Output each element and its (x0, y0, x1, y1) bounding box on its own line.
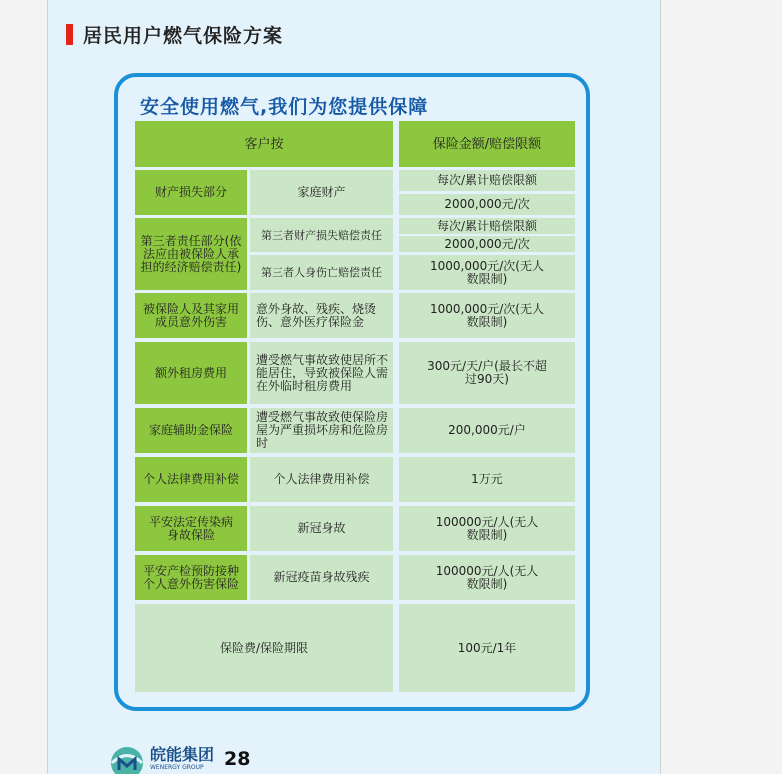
row-premium-value: 100元/1年 (399, 604, 575, 692)
row-legal-category: 个人法律费用补偿 (135, 457, 247, 502)
row-subsidy-item: 遭受燃气事故致使保险房屋为严重损坏房和危险房时 (250, 408, 393, 453)
section-heading (66, 20, 283, 48)
heading-accent-bar (66, 24, 73, 45)
row-rent-category: 额外租房费用 (135, 342, 247, 404)
row-property-category: 财产损失部分 (135, 170, 247, 215)
row-thirdparty-category: 第三者责任部分(依法应由被保险人承担的经济赔偿责任) (135, 218, 247, 290)
wenergy-logo-icon (108, 744, 146, 774)
row-vaccine-value: 100000元/人(无人数限制) (399, 555, 575, 600)
header-left: 客户按 (135, 121, 393, 167)
row-thirdparty-item-2: 第三者人身伤亡赔偿责任 (250, 255, 393, 290)
row-subsidy-value: 200,000元/户 (399, 408, 575, 453)
card-title: 安全使用燃气,我们为您提供保障 (140, 96, 429, 118)
row-property-item: 家庭财产 (250, 170, 393, 215)
page-footer (108, 744, 250, 774)
row-premium-label: 保险费/保险期限 (135, 604, 393, 692)
row-vaccine-category: 平安产检预防接种个人意外伤害保险 (135, 555, 247, 600)
brand-name: 皖能集团 (150, 745, 215, 764)
row-rent-value: 300元/天/户(最长不超过90天) (399, 342, 575, 404)
row-property-value-2: 2000,000元/次 (399, 194, 575, 215)
brand-block (150, 746, 214, 772)
brand-name-en: WENERGY GROUP (150, 764, 204, 771)
row-legal-value: 1万元 (399, 457, 575, 502)
row-covid-item: 新冠身故 (250, 506, 393, 551)
row-accident-category: 被保险人及其家用成员意外伤害 (135, 293, 247, 338)
row-thirdparty-value-1a: 每次/累计赔偿限额 (399, 218, 575, 234)
row-vaccine-item: 新冠疫苗身故残疾 (250, 555, 393, 600)
header-right: 保险金额/赔偿限额 (399, 121, 575, 167)
row-accident-value: 1000,000元/次(无人数限制) (399, 293, 575, 338)
page-number: 28 (224, 748, 251, 770)
row-property-value-1: 每次/累计赔偿限额 (399, 170, 575, 191)
row-covid-value: 100000元/人(无人数限制) (399, 506, 575, 551)
row-thirdparty-value-1b: 2000,000元/次 (399, 236, 575, 252)
row-rent-item: 遭受燃气事故致使居所不能居住，导致被保险人需在外临时租房费用 (250, 342, 393, 404)
row-subsidy-category: 家庭辅助金保险 (135, 408, 247, 453)
row-thirdparty-value-2: 1000,000元/次(无人数限制) (399, 255, 575, 290)
row-legal-item: 个人法律费用补偿 (250, 457, 393, 502)
row-covid-category: 平安法定传染病身故保险 (135, 506, 247, 551)
row-accident-item: 意外身故、残疾、烧烫伤、意外医疗保险金 (250, 293, 393, 338)
row-thirdparty-item-1: 第三者财产损失赔偿责任 (250, 218, 393, 252)
heading-text: 居民用户燃气保险方案 (83, 24, 284, 47)
